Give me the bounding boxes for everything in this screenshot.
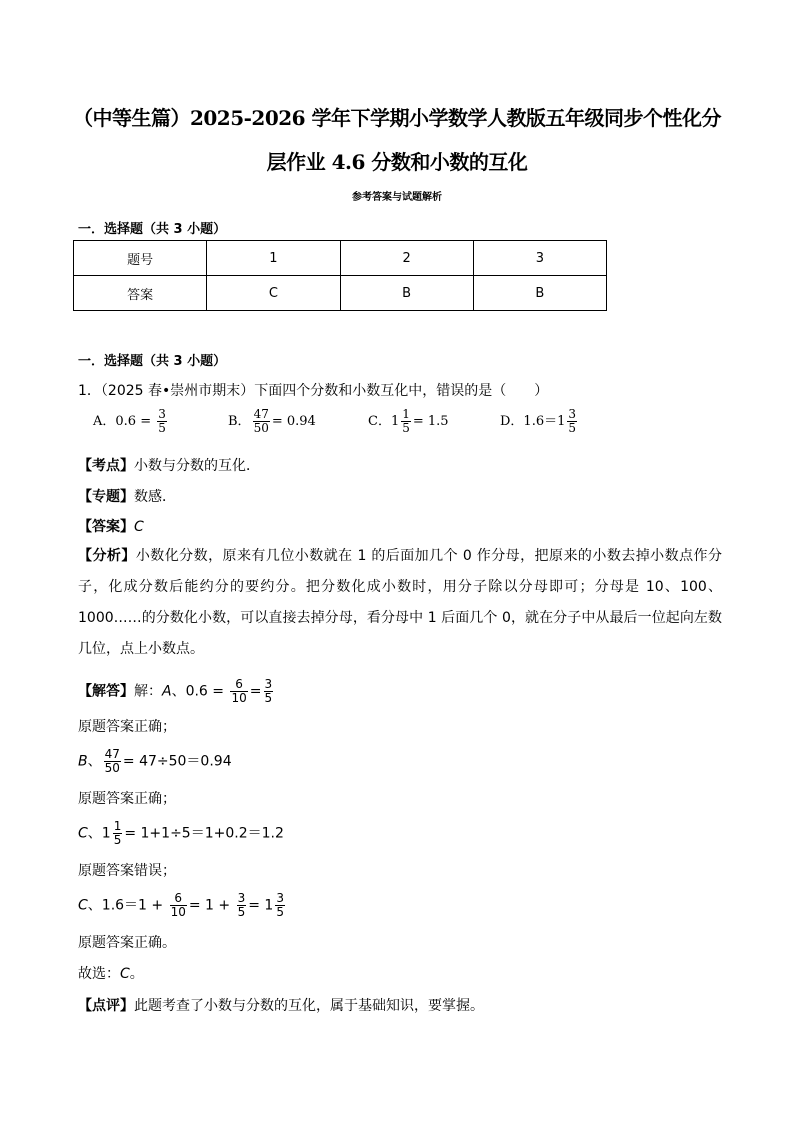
zhuanti-line: 【专题】数感． xyxy=(78,489,176,505)
fraction: $\frac{6}{10}$ xyxy=(170,891,186,919)
answer-table xyxy=(73,240,607,311)
fraction: $\frac{1}{5}$ xyxy=(113,819,122,847)
solution-a: 【解答】解：A、0.6 = $\frac{6}{10}$ = $\frac{3}{5}$ xyxy=(78,677,273,705)
fraction: $\frac{6}{10}$ xyxy=(231,677,247,705)
fraction: $\frac{3}{5}$ xyxy=(237,891,246,919)
fraction: $\frac{3}{5}$ xyxy=(276,891,284,919)
table-cell: B xyxy=(340,276,473,311)
table-row xyxy=(74,241,607,276)
fraction: $\frac{3}{5}$ xyxy=(158,407,166,435)
table-cell: B xyxy=(473,276,606,311)
table-cell: 题号 xyxy=(74,241,207,276)
result-line: 原题答案错误； xyxy=(78,863,176,879)
table-cell: 3 xyxy=(473,241,606,276)
table-cell: 2 xyxy=(340,241,473,276)
fraction: $\frac{47}{50}$ xyxy=(253,407,269,435)
table-cell: 1 xyxy=(207,241,340,276)
analysis-paragraph: 【分析】小数化分数，原来有几位小数就在 1 的后面加几个 0 作分母，把原来的小数去掉小数点作分子，化成分数后能约分的要约分。把分数化成小数时，用分子除以分母即可；分母是 10、100、1000……的分数化小数，可以直接去掉分母，看分母中 1 后面几个 0，就在分子中从最后一位起向左数几位，点上小数点。 xyxy=(78,548,722,657)
kaodian-line: 【考点】小数与分数的互化． xyxy=(78,458,260,474)
table-cell: C xyxy=(207,276,340,311)
section-heading: 一．选择题（共 3 小题） xyxy=(78,222,227,237)
page-title: （中等生篇）2025-2026 学年下学期小学数学人教版五年级同步个性化分 xyxy=(72,106,722,130)
fraction: $\frac{3}{5}$ xyxy=(264,677,273,705)
answer-line: 【答案】C xyxy=(78,519,144,535)
question-stem: 1．（2025 春•崇州市期末）下面四个分数和小数互化中，错误的是（ ） xyxy=(78,383,549,399)
section-heading: 一．选择题（共 3 小题） xyxy=(78,354,227,369)
result-line: 原题答案正确； xyxy=(78,719,176,735)
comment-line: 【点评】此题考查了小数与分数的互化，属于基础知识，要掌握。 xyxy=(78,998,484,1014)
fraction: $\frac{3}{5}$ xyxy=(568,407,577,435)
option-b: B． $\frac{47}{50}$ = 0.94 xyxy=(228,407,316,435)
result-line: 原题答案正确； xyxy=(78,791,176,807)
solution-b: B、 $\frac{47}{50}$ = 47÷50＝0.94 xyxy=(78,747,232,775)
page-title-line2: 层作业 4.6 分数和小数的互化 xyxy=(266,150,528,174)
table-row xyxy=(74,276,607,311)
option-c: C．1 $\frac{1}{5}$ = 1.5 xyxy=(368,407,449,435)
table-cell: 答案 xyxy=(74,276,207,311)
page-subtitle: 参考答案与试题解析 xyxy=(352,192,442,203)
fraction: $\frac{1}{5}$ xyxy=(402,407,410,435)
option-a: A．0.6 = $\frac{3}{5}$ xyxy=(93,407,166,435)
fraction: $\frac{47}{50}$ xyxy=(104,747,120,775)
solution-d: C、1.6＝1 + $\frac{6}{10}$ = 1 + $\frac{3}{5}$ = 1 $\frac{3}{5}$ xyxy=(78,891,284,919)
result-line: 原题答案正确。 xyxy=(78,935,176,951)
option-d: D．1.6＝1 $\frac{3}{5}$ xyxy=(500,407,577,435)
choice-line: 故选：C。 xyxy=(78,966,144,982)
solution-c: C、1 $\frac{1}{5}$ = 1+1÷5＝1+0.2＝1.2 xyxy=(78,819,284,847)
